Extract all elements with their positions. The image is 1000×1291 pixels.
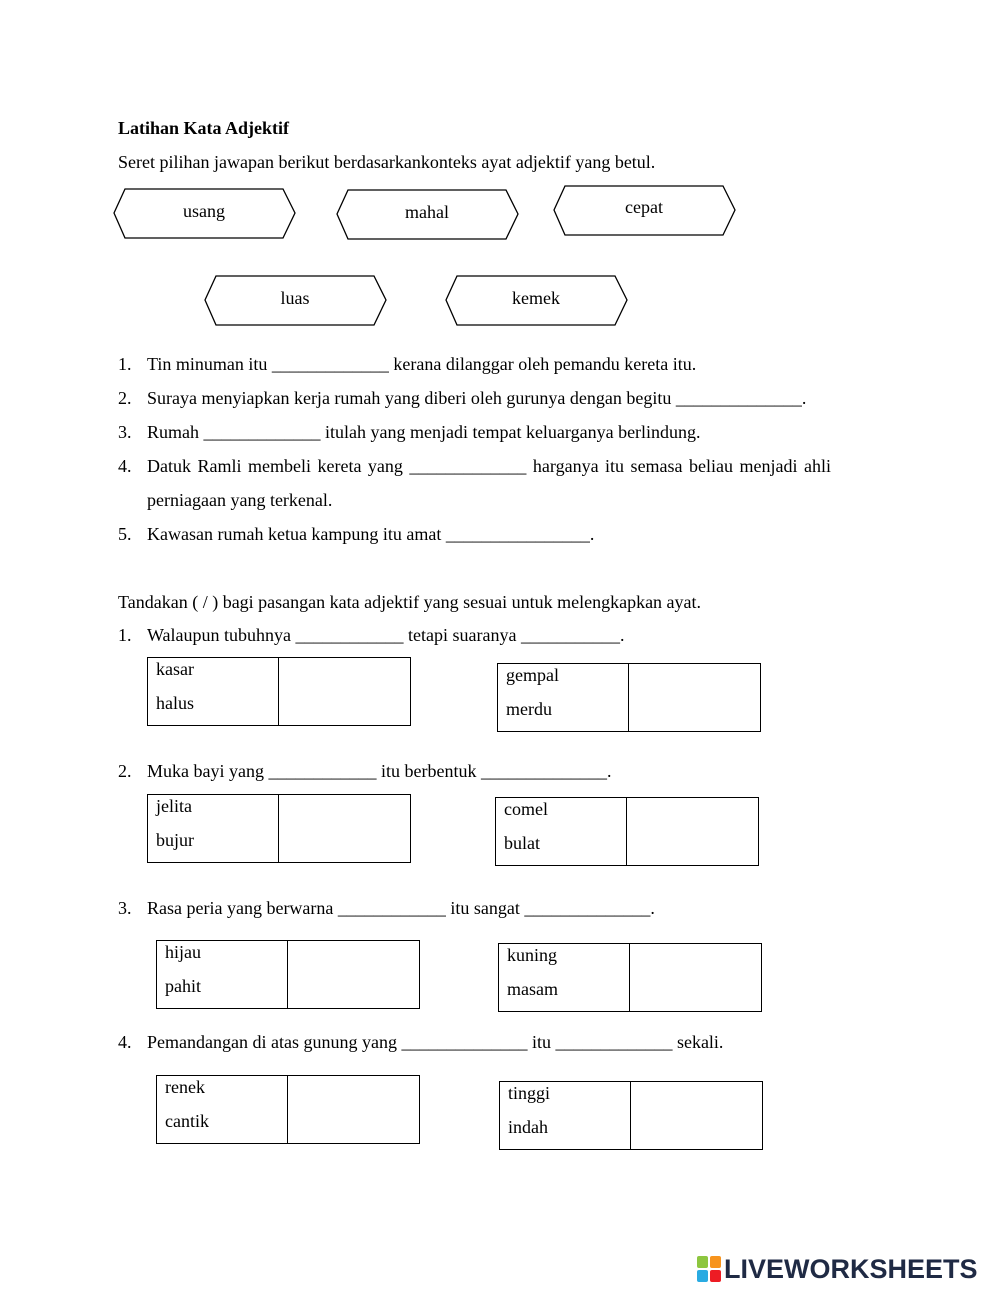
option-word: pahit <box>165 976 201 996</box>
tick-cell[interactable] <box>288 941 419 1008</box>
choice-chip-kemek[interactable] <box>445 275 627 325</box>
question-text: Muka bayi yang ____________ itu berbentuk ______________. <box>147 761 612 781</box>
tick-cell[interactable] <box>631 1082 762 1149</box>
question-text: Walaupun tubuhnya ____________ tetapi suaranya ___________. <box>147 625 625 645</box>
choice-label: mahal <box>405 202 449 222</box>
choice-chip-luas[interactable] <box>204 275 386 325</box>
option-box-left <box>147 657 411 726</box>
question-text: Tin minuman itu _____________ kerana dilanggar oleh pemandu kereta itu. <box>147 354 697 374</box>
option-box-left <box>156 940 420 1009</box>
option-word: merdu <box>506 699 552 719</box>
question-number: 4. <box>118 1032 132 1052</box>
choice-label: kemek <box>512 288 560 308</box>
option-box-left <box>156 1075 420 1144</box>
question-text: Kawasan rumah ketua kampung itu amat ________________. <box>147 524 595 544</box>
question-number: 1. <box>118 354 132 374</box>
question-number: 4. <box>118 456 132 476</box>
question-text: Rasa peria yang berwarna ____________ itu sangat ______________. <box>147 898 655 918</box>
question-number: 1. <box>118 625 132 645</box>
question-number: 3. <box>118 422 132 442</box>
option-word: gempal <box>506 665 559 685</box>
option-box-right <box>497 663 761 732</box>
choice-chip-cepat[interactable] <box>553 185 735 235</box>
instruction-part1: Seret pilihan jawapan berikut berdasarkankonteks ayat adjektif yang betul. <box>118 152 656 172</box>
tick-cell[interactable] <box>279 795 410 862</box>
choice-chip-mahal[interactable] <box>336 189 518 239</box>
question-text: Suraya menyiapkan kerja rumah yang diberi oleh gurunya dengan begitu ______________. <box>147 388 807 408</box>
tick-cell[interactable] <box>630 944 761 1011</box>
option-word: kuning <box>507 945 558 965</box>
option-box-right <box>498 943 762 1012</box>
question-text: Pemandangan di atas gunung yang ______________ itu _____________ sekali. <box>147 1032 724 1052</box>
option-word: indah <box>508 1117 548 1137</box>
question-number: 5. <box>118 524 132 544</box>
question-text: Datuk Ramli membeli kereta yang _____________ harganya itu semasa beliau menjadi ahli <box>147 456 831 476</box>
choice-label: luas <box>280 288 310 308</box>
option-word: halus <box>156 693 194 713</box>
option-word: tinggi <box>508 1083 551 1103</box>
question-text: Rumah _____________ itulah yang menjadi tempat keluarganya berlindung. <box>147 422 701 442</box>
option-word: renek <box>165 1077 205 1097</box>
option-word: comel <box>504 799 548 819</box>
option-word: bujur <box>156 830 194 850</box>
question-text-continued: perniagaan yang terkenal. <box>147 490 333 510</box>
question-number: 3. <box>118 898 132 918</box>
question-number: 2. <box>118 388 132 408</box>
instruction-part2: Tandakan ( / ) bagi pasangan kata adjektif yang sesuai untuk melengkapkan ayat. <box>118 592 702 612</box>
tick-cell[interactable] <box>629 664 760 731</box>
tick-cell[interactable] <box>627 798 758 865</box>
option-word: masam <box>507 979 558 999</box>
choice-label: cepat <box>625 197 663 217</box>
worksheet-title: Latihan Kata Adjektif <box>118 118 290 138</box>
tick-cell[interactable] <box>288 1076 419 1143</box>
option-word: jelita <box>156 796 192 816</box>
option-box-right <box>495 797 759 866</box>
option-word: kasar <box>156 659 194 679</box>
choice-chip-usang[interactable] <box>113 188 295 238</box>
option-box-right <box>499 1081 763 1150</box>
option-word: hijau <box>165 942 201 962</box>
option-word: cantik <box>165 1111 209 1131</box>
choice-label: usang <box>183 201 225 221</box>
option-box-left <box>147 794 411 863</box>
brand-wordmark: LIVEWORKSHEETS <box>724 1254 978 1284</box>
question-number: 2. <box>118 761 132 781</box>
option-word: bulat <box>504 833 540 853</box>
tick-cell[interactable] <box>279 658 410 725</box>
liveworksheets-logo-icon <box>697 1256 721 1282</box>
